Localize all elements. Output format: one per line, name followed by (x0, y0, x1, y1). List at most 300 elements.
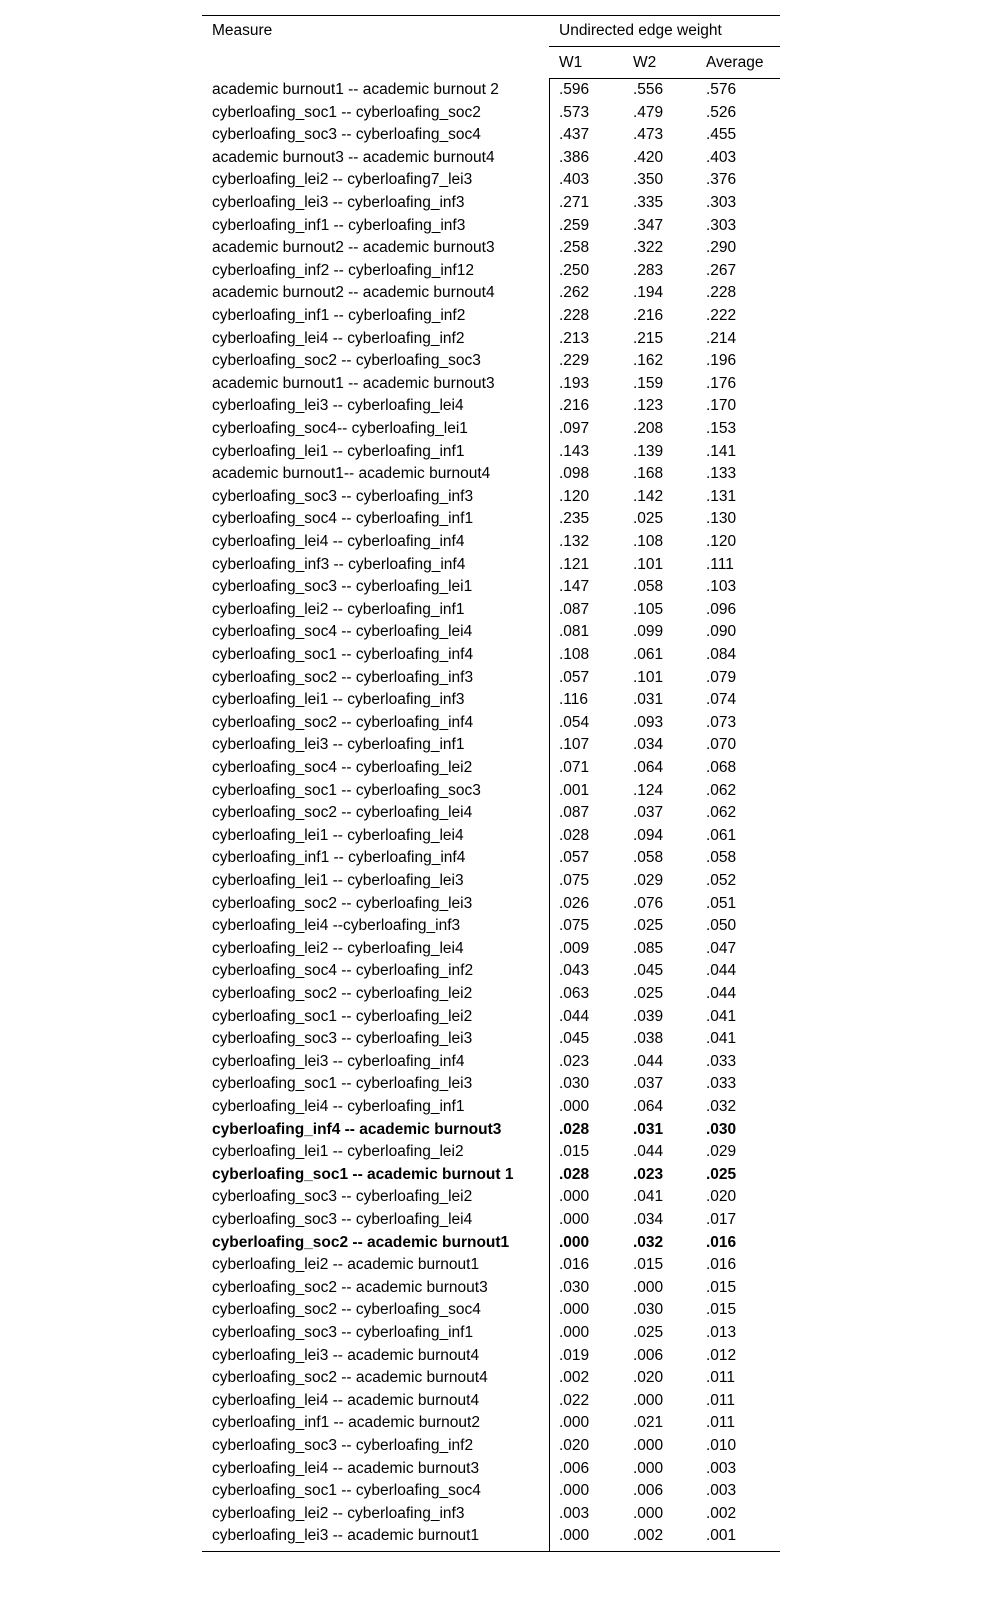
w2-value: .108 (633, 533, 664, 550)
w1-value: .216 (559, 397, 590, 415)
measure-cell: cyberloafing_lei3 -- cyberloafing_inf1 (212, 736, 465, 754)
table-row (202, 1232, 780, 1255)
w2-value: .044 (633, 1143, 664, 1161)
w1-value: .016 (559, 1256, 590, 1274)
measure-cell: cyberloafing_soc1 -- cyberloafing_soc2 (212, 103, 481, 121)
w2-value: .000 (633, 1391, 664, 1409)
table-row (202, 667, 780, 690)
measure-cell: cyberloafing_soc3 -- cyberloafing_inf3 (212, 487, 474, 505)
w1-value: .228 (559, 307, 590, 324)
measure-cell: cyberloafing_lei3 -- academic burnout1 (212, 1527, 480, 1545)
average-value: .073 (706, 713, 737, 731)
measure-column-header: Measure (212, 22, 273, 39)
table-row (202, 102, 780, 125)
measure-cell: academic burnout3 -- academic burnout4 (212, 148, 495, 166)
average-value: .096 (706, 600, 737, 618)
table-row (202, 531, 780, 554)
measure-cell: cyberloafing_lei3 -- academic burnout4 (212, 1346, 480, 1364)
measure-cell: cyberloafing_soc3 -- cyberloafing_lei4 (212, 1211, 473, 1228)
w1-value: .030 (559, 1278, 590, 1296)
measure-cell: cyberloafing_soc4 -- cyberloafing_lei2 (212, 759, 473, 776)
table-row (202, 757, 780, 780)
w2-value: .076 (633, 894, 664, 912)
w1-value: .116 (559, 691, 589, 709)
table-row (202, 508, 780, 531)
average-value: .058 (706, 849, 737, 867)
w1-value: .063 (559, 985, 590, 1002)
w2-value: .322 (633, 239, 664, 257)
measure-cell: cyberloafing_soc1 -- academic burnout 1 (212, 1165, 514, 1183)
w1-value: .087 (559, 804, 590, 822)
table-row (202, 237, 780, 260)
w1-value: .235 (559, 510, 590, 528)
w2-value: .099 (633, 623, 664, 641)
average-value: .290 (706, 239, 737, 257)
w2-value: .025 (633, 510, 664, 528)
w2-value: .037 (633, 804, 664, 822)
w2-value: .058 (633, 578, 664, 596)
average-value: .033 (706, 1075, 737, 1093)
average-value: .303 (706, 194, 737, 211)
w1-value: .000 (559, 1233, 590, 1251)
w2-value: .085 (633, 939, 664, 957)
w2-value: .006 (633, 1482, 664, 1500)
w2-value: .029 (633, 872, 664, 889)
w2-value: .064 (633, 759, 664, 776)
measure-cell: cyberloafing_soc1 -- cyberloafing_soc3 (212, 781, 481, 799)
w1-value: .071 (559, 759, 590, 776)
w1-value: .044 (559, 1007, 590, 1025)
measure-cell: cyberloafing_soc2 -- cyberloafing_inf4 (212, 713, 474, 731)
measure-cell: cyberloafing_soc2 -- cyberloafing_soc4 (212, 1301, 481, 1319)
measure-cell: cyberloafing_inf1 -- cyberloafing_inf3 (212, 216, 466, 234)
average-value: .131 (706, 487, 737, 505)
w1-value: .002 (559, 1369, 590, 1387)
table-row (202, 576, 780, 599)
w1-value: .000 (559, 1188, 590, 1206)
average-value: .079 (706, 668, 737, 686)
average-value: .044 (706, 985, 737, 1002)
w1-value: .193 (559, 374, 590, 392)
average-value: .025 (706, 1165, 737, 1183)
table-row (202, 350, 780, 373)
table-row (202, 124, 780, 147)
w2-value: .556 (633, 81, 664, 98)
table-row (202, 825, 780, 848)
average-value: .111 (706, 555, 734, 573)
w1-value: .098 (559, 465, 590, 483)
average-value: .061 (706, 826, 737, 844)
measure-cell: cyberloafing_soc2 -- cyberloafing_lei3 (212, 894, 473, 912)
table-row (202, 1480, 780, 1503)
w2-value: .168 (633, 465, 664, 483)
average-value: .090 (706, 623, 737, 641)
measure-cell: cyberloafing_lei4 --cyberloafing_inf3 (212, 917, 461, 935)
measure-cell: cyberloafing_inf1 -- academic burnout2 (212, 1414, 480, 1432)
measure-cell: cyberloafing_lei1 -- cyberloafing_inf1 (212, 442, 465, 460)
w2-value: .000 (633, 1278, 664, 1296)
measure-cell: cyberloafing_lei2 -- cyberloafing_lei4 (212, 939, 464, 957)
w2-value: .034 (633, 736, 664, 754)
w2-value: .215 (633, 329, 664, 347)
average-value: .455 (706, 126, 737, 144)
average-value: .001 (706, 1527, 737, 1545)
average-value: .011 (706, 1369, 736, 1387)
measure-cell: cyberloafing_soc2 -- cyberloafing_lei4 (212, 804, 473, 822)
measure-cell: cyberloafing_inf3 -- cyberloafing_inf4 (212, 555, 466, 573)
measure-cell: academic burnout2 -- academic burnout3 (212, 239, 495, 257)
w1-value: .000 (559, 1211, 590, 1228)
average-value: .576 (706, 81, 737, 98)
w2-value: .025 (633, 917, 664, 935)
average-value: .051 (706, 894, 737, 912)
table-row (202, 215, 780, 238)
table-row (202, 1525, 780, 1548)
w2-value: .023 (633, 1165, 664, 1183)
w2-value: .002 (633, 1527, 664, 1545)
measure-cell: cyberloafing_soc3 -- cyberloafing_lei2 (212, 1188, 473, 1206)
average-value: .062 (706, 781, 737, 799)
measure-cell: cyberloafing_soc2 -- cyberloafing_soc3 (212, 352, 481, 370)
measure-cell: cyberloafing_soc2 -- academic burnout4 (212, 1369, 488, 1387)
w1-value: .028 (559, 826, 590, 844)
w2-value: .094 (633, 826, 664, 844)
w1-value: .437 (559, 126, 590, 144)
average-value: .010 (706, 1437, 737, 1454)
w1-value: .097 (559, 420, 590, 437)
average-value: .015 (706, 1301, 737, 1319)
average-value: .011 (706, 1414, 736, 1432)
measure-cell: cyberloafing_lei2 -- cyberloafing7_lei3 (212, 171, 473, 189)
average-value: .196 (706, 352, 737, 370)
table-row (202, 893, 780, 916)
average-value: .050 (706, 917, 737, 935)
w1-value: .028 (559, 1120, 590, 1138)
average-value: .012 (706, 1346, 737, 1364)
w1-value: .043 (559, 962, 590, 980)
measure-cell: cyberloafing_lei1 -- cyberloafing_lei4 (212, 826, 464, 844)
w2-value: .350 (633, 171, 664, 189)
table-row (202, 395, 780, 418)
table-row (202, 305, 780, 328)
table-row (202, 938, 780, 961)
table-row (202, 282, 780, 305)
w1-value: .213 (559, 329, 590, 347)
average-value: .133 (706, 465, 737, 483)
table-row (202, 1412, 780, 1435)
measure-cell: cyberloafing_lei4 -- cyberloafing_inf4 (212, 533, 465, 550)
table-row (202, 689, 780, 712)
table-row (202, 1322, 780, 1345)
average-value: .016 (706, 1256, 737, 1274)
average-value: .047 (706, 939, 737, 957)
w1-value: .000 (559, 1527, 590, 1545)
w1-value: .023 (559, 1052, 590, 1070)
average-value: .170 (706, 397, 737, 415)
w1-value: .403 (559, 171, 590, 189)
measure-cell: academic burnout1-- academic burnout4 (212, 465, 491, 483)
w2-value: .142 (633, 487, 664, 505)
measure-cell: cyberloafing_lei1 -- cyberloafing_lei3 (212, 872, 464, 889)
average-value: .376 (706, 171, 737, 189)
w2-value: .000 (633, 1504, 664, 1522)
w1-value: .009 (559, 939, 590, 957)
measure-cell: cyberloafing_soc1 -- cyberloafing_lei3 (212, 1075, 473, 1093)
w1-value: .020 (559, 1437, 590, 1454)
table-row (202, 960, 780, 983)
table-row (202, 1435, 780, 1458)
w2-value: .216 (633, 307, 664, 324)
w1-value: .262 (559, 284, 590, 302)
measure-cell: academic burnout1 -- academic burnout3 (212, 374, 495, 392)
w2-value: .064 (633, 1098, 664, 1115)
average-value: .062 (706, 804, 737, 822)
group-underline-rule (549, 46, 780, 47)
measure-cell: cyberloafing_soc1 -- cyberloafing_inf4 (212, 646, 474, 663)
measure-cell: cyberloafing_soc3 -- cyberloafing_inf2 (212, 1437, 474, 1454)
w2-value: .044 (633, 1052, 664, 1070)
average-value: .120 (706, 533, 737, 550)
table-row (202, 915, 780, 938)
measure-cell: cyberloafing_lei3 -- cyberloafing_inf3 (212, 194, 465, 211)
w1-value: .271 (559, 194, 590, 211)
top-rule (202, 15, 780, 16)
measure-cell: cyberloafing_soc4 -- cyberloafing_lei4 (212, 623, 473, 641)
column-divider (549, 79, 550, 1551)
average-value: .041 (706, 1030, 737, 1048)
table-row (202, 599, 780, 622)
average-value: .526 (706, 103, 737, 121)
average-column-header: Average (706, 54, 764, 71)
w1-value: .075 (559, 872, 590, 889)
average-value: .074 (706, 691, 737, 709)
average-value: .176 (706, 374, 737, 392)
table-row (202, 1458, 780, 1481)
table-row (202, 192, 780, 215)
measure-cell: cyberloafing_lei1 -- cyberloafing_lei2 (212, 1143, 464, 1161)
average-value: .228 (706, 284, 737, 302)
measure-cell: cyberloafing_soc2 -- academic burnout1 (212, 1233, 510, 1251)
average-value: .303 (706, 216, 737, 234)
table-row (202, 1299, 780, 1322)
table-row (202, 847, 780, 870)
measure-cell: cyberloafing_lei4 -- cyberloafing_inf1 (212, 1098, 465, 1115)
average-value: .041 (706, 1007, 737, 1025)
w1-value: .121 (559, 555, 590, 573)
table-row (202, 147, 780, 170)
table-row (202, 1006, 780, 1029)
w2-value: .037 (633, 1075, 664, 1093)
measure-cell: cyberloafing_lei3 -- cyberloafing_inf4 (212, 1052, 465, 1070)
w2-value: .000 (633, 1437, 664, 1454)
average-value: .052 (706, 872, 737, 889)
table-row (202, 1209, 780, 1232)
w2-value: .061 (633, 646, 664, 663)
w1-value: .108 (559, 646, 590, 663)
measure-cell: cyberloafing_soc4 -- cyberloafing_inf1 (212, 510, 474, 528)
w2-value: .335 (633, 194, 664, 211)
measure-cell: cyberloafing_lei4 -- cyberloafing_inf2 (212, 329, 465, 347)
table-row (202, 712, 780, 735)
table-row (202, 1367, 780, 1390)
w2-value: .045 (633, 962, 664, 980)
w1-value: .000 (559, 1414, 590, 1432)
measure-cell: cyberloafing_lei1 -- cyberloafing_inf3 (212, 691, 465, 709)
w2-value: .124 (633, 781, 664, 799)
average-value: .030 (706, 1120, 737, 1138)
w1-value: .000 (559, 1324, 590, 1341)
w1-value: .258 (559, 239, 590, 257)
average-value: .141 (706, 442, 737, 460)
average-value: .070 (706, 736, 737, 754)
table-row (202, 373, 780, 396)
w2-value: .025 (633, 985, 664, 1002)
w2-value: .021 (633, 1414, 664, 1432)
average-value: .016 (706, 1233, 737, 1251)
measure-cell: cyberloafing_soc3 -- cyberloafing_inf1 (212, 1324, 474, 1341)
w1-value: .000 (559, 1482, 590, 1500)
average-value: .013 (706, 1324, 737, 1341)
measure-cell: cyberloafing_soc1 -- cyberloafing_soc4 (212, 1482, 481, 1500)
measure-cell: cyberloafing_soc3 -- cyberloafing_soc4 (212, 126, 481, 144)
w2-value: .123 (633, 397, 664, 415)
table-row (202, 1503, 780, 1526)
w1-value: .259 (559, 216, 590, 234)
measure-cell: cyberloafing_inf4 -- academic burnout3 (212, 1120, 502, 1138)
w2-value: .041 (633, 1188, 664, 1206)
w1-value: .000 (559, 1301, 590, 1319)
w2-value: .283 (633, 261, 664, 279)
table-row (202, 554, 780, 577)
bottom-rule (202, 1551, 780, 1552)
table-row (202, 621, 780, 644)
w2-value: .039 (633, 1007, 664, 1025)
table-row (202, 802, 780, 825)
w1-value: .057 (559, 849, 590, 867)
table-row (202, 169, 780, 192)
w1-value: .132 (559, 533, 590, 550)
table-row (202, 1028, 780, 1051)
w2-value: .105 (633, 600, 664, 618)
table-row (202, 1141, 780, 1164)
w1-value: .028 (559, 1165, 590, 1183)
w2-value: .194 (633, 284, 664, 302)
table-row (202, 328, 780, 351)
w1-value: .107 (559, 736, 590, 754)
w1-value: .054 (559, 713, 590, 731)
average-value: .222 (706, 307, 737, 324)
table-row (202, 983, 780, 1006)
w2-value: .101 (633, 555, 664, 573)
w1-value: .003 (559, 1504, 590, 1522)
table-row (202, 1073, 780, 1096)
w2-value: .030 (633, 1301, 664, 1319)
table-row (202, 1119, 780, 1142)
w2-value: .025 (633, 1324, 664, 1341)
measure-cell: cyberloafing_lei4 -- academic burnout4 (212, 1391, 480, 1409)
table-row (202, 1390, 780, 1413)
w1-value: .057 (559, 668, 590, 686)
w2-value: .006 (633, 1346, 664, 1364)
average-value: .029 (706, 1143, 737, 1161)
average-value: .003 (706, 1482, 737, 1500)
table-row (202, 1345, 780, 1368)
w2-value: .032 (633, 1233, 664, 1251)
average-value: .130 (706, 510, 737, 528)
average-value: .032 (706, 1098, 737, 1115)
table-row (202, 260, 780, 283)
average-value: .153 (706, 420, 737, 437)
w2-value: .034 (633, 1211, 664, 1228)
average-value: .033 (706, 1052, 737, 1070)
w1-value: .250 (559, 261, 590, 279)
undirected-edge-weight-header: Undirected edge weight (559, 22, 722, 39)
measure-cell: cyberloafing_soc4-- cyberloafing_lei1 (212, 420, 468, 437)
w2-value: .479 (633, 103, 664, 121)
table-row (202, 441, 780, 464)
w1-value: .596 (559, 81, 590, 98)
w1-value: .075 (559, 917, 590, 935)
w2-value: .139 (633, 442, 664, 460)
average-value: .011 (706, 1391, 736, 1409)
w1-value: .120 (559, 487, 590, 505)
average-value: .017 (706, 1211, 737, 1228)
w1-value: .087 (559, 600, 590, 618)
average-value: .002 (706, 1504, 737, 1522)
w1-column-header: W1 (559, 54, 583, 71)
table-row (202, 463, 780, 486)
w2-value: .162 (633, 352, 664, 370)
w1-value: .386 (559, 148, 590, 166)
average-value: .015 (706, 1278, 737, 1296)
w2-value: .031 (633, 691, 664, 709)
w2-value: .031 (633, 1120, 664, 1138)
measure-cell: cyberloafing_lei3 -- cyberloafing_lei4 (212, 397, 464, 415)
w2-value: .101 (633, 668, 664, 686)
table-row (202, 486, 780, 509)
measure-cell: academic burnout1 -- academic burnout 2 (212, 81, 499, 98)
table-row (202, 780, 780, 803)
average-value: .068 (706, 759, 737, 776)
w1-value: .006 (559, 1459, 590, 1477)
measure-cell: cyberloafing_lei4 -- academic burnout3 (212, 1459, 480, 1477)
w1-value: .030 (559, 1075, 590, 1093)
w2-value: .093 (633, 713, 664, 731)
average-value: .044 (706, 962, 737, 980)
w1-value: .000 (559, 1098, 590, 1115)
measure-cell: cyberloafing_soc2 -- cyberloafing_inf3 (212, 668, 474, 686)
average-value: .084 (706, 646, 737, 663)
w1-value: .143 (559, 442, 590, 460)
average-value: .103 (706, 578, 737, 596)
table-row (202, 734, 780, 757)
w2-value: .473 (633, 126, 664, 144)
table-row (202, 870, 780, 893)
w1-value: .229 (559, 352, 590, 370)
w1-value: .001 (559, 781, 590, 799)
average-value: .214 (706, 329, 737, 347)
w2-value: .000 (633, 1459, 664, 1477)
table-row (202, 79, 780, 102)
table-row (202, 1186, 780, 1209)
measure-cell: cyberloafing_lei2 -- academic burnout1 (212, 1256, 480, 1274)
w1-value: .573 (559, 103, 590, 121)
measure-cell: cyberloafing_inf1 -- cyberloafing_inf2 (212, 307, 466, 324)
measure-cell: cyberloafing_soc3 -- cyberloafing_lei3 (212, 1030, 473, 1048)
w2-value: .038 (633, 1030, 664, 1048)
measure-cell: cyberloafing_soc1 -- cyberloafing_lei2 (212, 1007, 473, 1025)
measure-cell: cyberloafing_soc3 -- cyberloafing_lei1 (212, 578, 473, 596)
